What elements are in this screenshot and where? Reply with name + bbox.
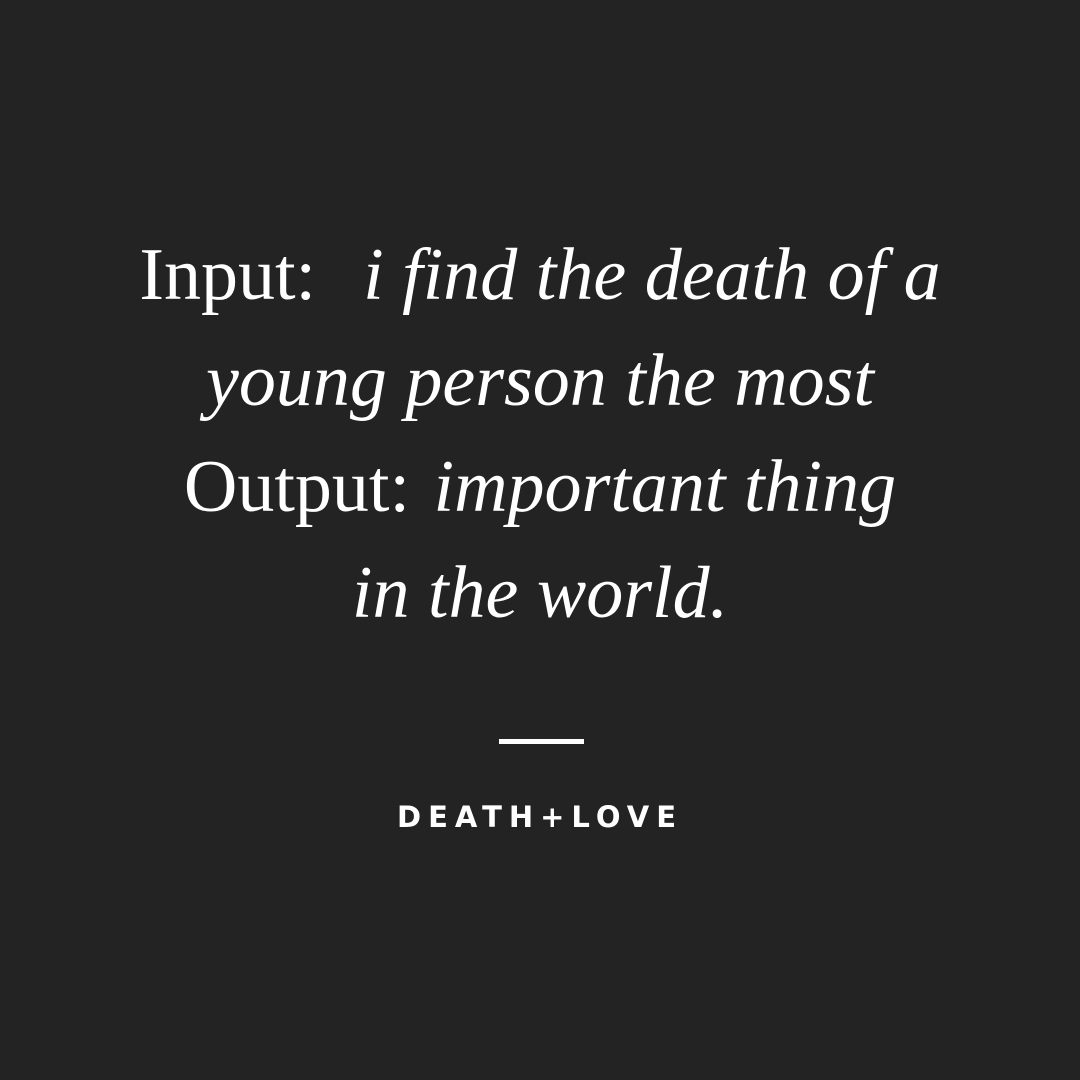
input-label: Input:	[139, 234, 317, 316]
output-label: Output:	[183, 446, 411, 528]
output-text-line-1: important thing	[433, 446, 897, 528]
divider-line	[499, 739, 584, 744]
quote-line-2	[0, 328, 1080, 434]
input-text-line-2: young person the most	[206, 340, 874, 422]
quote-line-1	[0, 222, 1080, 328]
quote-block	[0, 222, 1080, 646]
input-text-line-1: i find the death of a	[363, 234, 941, 316]
quote-line-3	[0, 434, 1080, 540]
brand-name: DEATH+LOVE	[397, 800, 683, 834]
output-text-line-2: in the world.	[351, 552, 729, 634]
quote-line-4	[0, 540, 1080, 646]
